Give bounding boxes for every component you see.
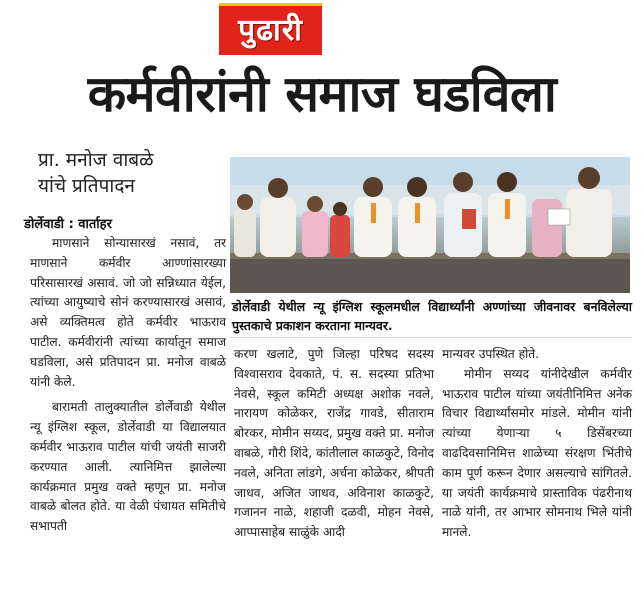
- newspaper-logo: [219, 3, 322, 55]
- paragraph-attendees-end: मान्यवर उपस्थित होते.: [442, 347, 540, 361]
- event-photo: [230, 157, 630, 293]
- article-column-3: [442, 345, 632, 543]
- paragraph-event: बारामती तालुक्यातील डोर्लेवाडी येथील न्यू इंग्लिश स्कूल, डोर्लेवाडी या विद्यालयात कर्मवीर भाऊराव पाटील यांची जयंती साजरी करण्यात आली. त्यानिमित्त झालेल्या कार्यक्रमात प्रमुख वक्ते म्हणून प्रा. मनोज वाबळे बोलत होते. या वेळी पंचायत समितीचे सभापती: [30, 400, 226, 534]
- paragraph-closing: मोमीन सय्यद यांनीदेखील कर्मवीर भाऊराव पाटील यांच्या जयंतीनिमित्त अनेक विचार विद्यार्थ्यांसमोर मांडले. मोमीन यांनी त्यांच्या येणाऱ्या ५ डिसेंबरच्या वाढदिवसानिमित्त शाळेच्या संरक्षण भिंतीचे काम पूर्ण करून देणार असल्याचे सांगितले. या जयंती कार्यक्रमाचे प्रास्ताविक पंढरीनाथ नाळे यांनी, तर आभार सोमनाथ भिले यांनी मानले.: [442, 366, 632, 540]
- subheadline-line-1: प्रा. मनोज वाबळे: [38, 149, 154, 171]
- byline: डोर्लेवाडी : वार्ताहर: [24, 217, 112, 232]
- article-column-1: [30, 234, 226, 537]
- photo-caption: डोर्लेवाडी येथील न्यू इंग्लिश स्कूलमधील विद्यार्थ्यांनी अण्णांच्या जीवनावर बनविलेल्या पुस्तकाचे प्रकाशन करताना मान्यवर.: [232, 299, 632, 333]
- event-photo-illustration: [230, 157, 630, 293]
- caption-divider: [230, 337, 632, 338]
- headline: कर्मवीरांनी समाज घडविला: [87, 65, 557, 123]
- logo-text: पुढारी: [238, 12, 303, 48]
- subheadline-line-2: यांचे प्रतिपादन: [38, 174, 135, 197]
- article-column-2: [234, 345, 434, 543]
- subheadline: [38, 148, 228, 199]
- paragraph-intro: माणसाने सोन्यासारखं नसावं, तर माणसाने कर्मवीर आण्णांसारख्या परिसासारखं असावं. जो जो सन्निध्यात येईल, त्यांच्या आयुष्याचे सोनं करण्यासारखं असावं, असे व्यक्तिमत्व होते कर्मवीर भाऊराव पाटील. कर्मवीरांनी त्यांच्या कार्यातून समाज घडविला, असे प्रतिपादन प्रा. मनोज वाबळे यांनी केले.: [30, 236, 226, 389]
- paragraph-attendees: करण खलाटे, पुणे जिल्हा परिषद सदस्य विश्वासराव देवकाते, पं. स. सदस्या प्रतिभा नेवसे, स्कूल कमिटी अध्यक्ष अशोक नवले, नारायण कोळेकर, राजेंद्र गावडे, सीताराम बोरकर, मोमीन सय्यद, प्रमुख वक्ते प्रा. मनोज वाबळे, गौरी शिंदे, कांतीलाल काळकुटे, विनोद नवले, अनिता लांडगे, अर्चना कोळेकर, श्रीपती जाधव, अजित जाधव, अविनाश काळकुटे, गजानन नाळे, शहाजी दळवी, मोहन नेवसे, आप्पासाहेब साळुंके आदी: [234, 347, 434, 540]
